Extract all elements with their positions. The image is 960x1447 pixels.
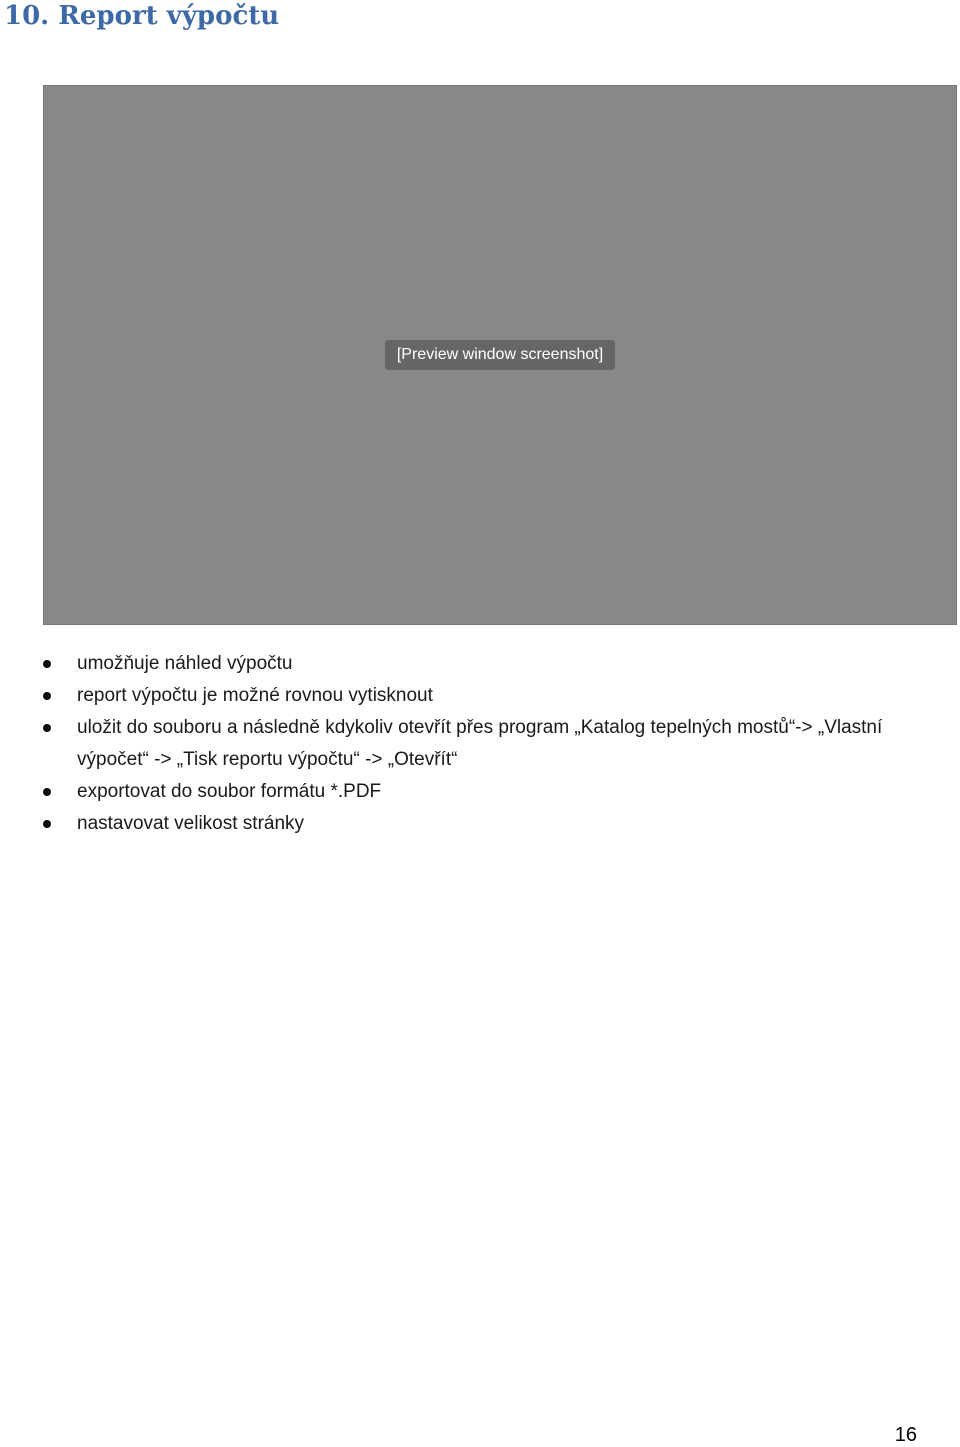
- preview-screenshot-placeholder: [43, 85, 957, 625]
- bullet-icon: [43, 660, 51, 668]
- list-item: [0, 808, 960, 840]
- list-item-text: umožňuje náhled výpočtu: [77, 653, 293, 674]
- feature-list: [0, 648, 960, 840]
- list-item: [0, 712, 960, 776]
- list-item-text: uložit do souboru a následně kdykoliv otevřít přes program „Katalog tepelných mostů“-> „Vlastní výpočet“ -> „Tisk reportu výpočtu“ -> „Otevřít“: [77, 717, 883, 770]
- page-number: 16: [894, 1424, 917, 1446]
- list-item: [0, 648, 960, 680]
- bullet-icon: [43, 692, 51, 700]
- list-item-text: nastavovat velikost stránky: [77, 813, 305, 834]
- placeholder-label: [Preview window screenshot]: [385, 340, 615, 370]
- list-item: [0, 776, 960, 808]
- page-heading: 10. Report výpočtu: [4, 1, 280, 31]
- bullet-icon: [43, 788, 51, 796]
- list-item-text: report výpočtu je možné rovnou vytisknout: [77, 685, 433, 706]
- bullet-icon: [43, 820, 51, 828]
- bullet-icon: [43, 724, 51, 732]
- list-item: [0, 680, 960, 712]
- list-item-text: exportovat do soubor formátu *.PDF: [77, 781, 382, 802]
